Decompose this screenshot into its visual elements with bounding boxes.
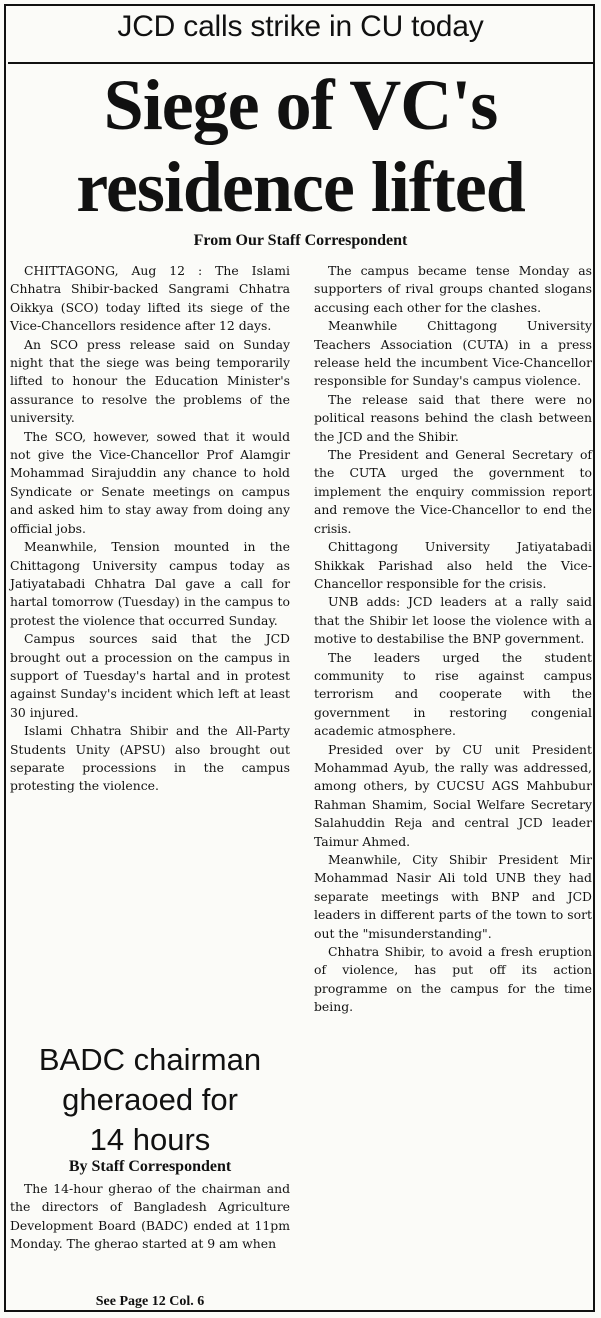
paragraph: An SCO press release said on Sunday night that the siege was being temporarily lifted to honour the Education Minister's assurance to resolve the problems of the university. [10, 336, 290, 426]
paragraph: The leaders urged the student community to rise against campus terrorism and cooperate with the government in restoring congenial academic atmosphere. [314, 649, 592, 739]
main-headline [0, 64, 601, 228]
main-headline-line-2: residence lifted [76, 147, 525, 227]
kicker-headline: JCD calls strike in CU today [117, 10, 484, 43]
second-story-body [10, 1180, 290, 1254]
continuation-jump-line: See Page 12 Col. 6 [95, 1294, 205, 1309]
paragraph: UNB adds: JCD leaders at a rally said that the Shibir let loose the violence with a motive to destabilise the BNP government. [314, 594, 592, 647]
paragraph: The release said that there were no political reasons behind the clash between the JCD and the Shibir. [314, 391, 592, 444]
paragraph: Meanwhile Chittagong University Teachers Association (CUTA) in a press release held the incumbent Vice-Chancellor responsible for Sunday's campus violence. [314, 318, 592, 389]
paragraph: The President and General Secretary of the CUTA urged the government to implement the enquiry commission report and remove the Vice-Chancellor to end the crisis. [314, 447, 592, 536]
paragraph: Presided over by CU unit President Mohammad Ayub, the rally was addressed, among others, by CUCSU AGS Mahbubur Rahman Shamim, Social Welfare Secretary Salahuddin Reja and central JCD leader Taimur Ahmed. [314, 741, 592, 849]
article-column-right [314, 262, 592, 1017]
paragraph: Meanwhile, Tension mounted in the Chittagong University campus today as Jatiyatabadi Chhatra Dal gave a call for hartal tomorrow (Tuesday) in the campus to protest the violence that occurred Sunday. [10, 539, 290, 628]
paragraph: Islami Chhatra Shibir and the All-Party Students Unity (APSU) also brought out separate processions in the campus protesting the violence. [10, 723, 290, 794]
paragraph: Chittagong University Jatiyatabadi Shikkak Parishad also held the Vice-Chancellor responsible for the crisis. [314, 539, 592, 591]
paragraph: The 14-hour gherao of the chairman and the directors of Bangladesh Agriculture Development Board (BADC) ended at 11pm Monday. The gherao started at 9 am when [10, 1181, 290, 1252]
paragraph: Chhatra Shibir, to avoid a fresh eruption of violence, has put off its action programme on the campus for the time being. [314, 944, 592, 1015]
paragraph: The SCO, however, sowed that it would not give the Vice-Chancellor Prof Alamgir Mohammad Sirajuddin any chance to hold Syndicate or Senate meetings on campus and asked him to stay away from doing any official jobs. [10, 428, 290, 536]
second-headline-line-3: 14 hours [89, 1122, 211, 1157]
main-byline: From Our Staff Correspondent [193, 232, 408, 249]
second-story-headline [10, 1040, 290, 1160]
second-headline-line-2: gheraoed for [62, 1082, 238, 1117]
paragraph: Campus sources said that the JCD brought out a procession on the campus in support of Tuesday's hartal and in protest against Sunday's incident which left at least 30 injured. [10, 631, 290, 720]
second-story-byline: By Staff Correspondent [68, 1158, 232, 1175]
main-headline-line-1: Siege of VC's [103, 65, 498, 145]
paragraph: The campus became tense Monday as supporters of rival groups chanted slogans accusing each other for the clashes. [314, 263, 592, 315]
paragraph: Meanwhile, City Shibir President Mir Mohammad Nasir Ali told UNB they had separate meetings with BNP and JCD leaders in different parts of the town to sort out the "misunderstanding". [314, 852, 592, 941]
second-headline-line-1: BADC chairman [38, 1042, 262, 1077]
paragraph: CHITTAGONG, Aug 12 : The Islami Chhatra Shibir-backed Sangrami Chhatra Oikkya (SCO) today lifted its siege of the Vice-Chancellors residence after 12 days. [10, 263, 290, 334]
article-column-left [10, 262, 290, 796]
